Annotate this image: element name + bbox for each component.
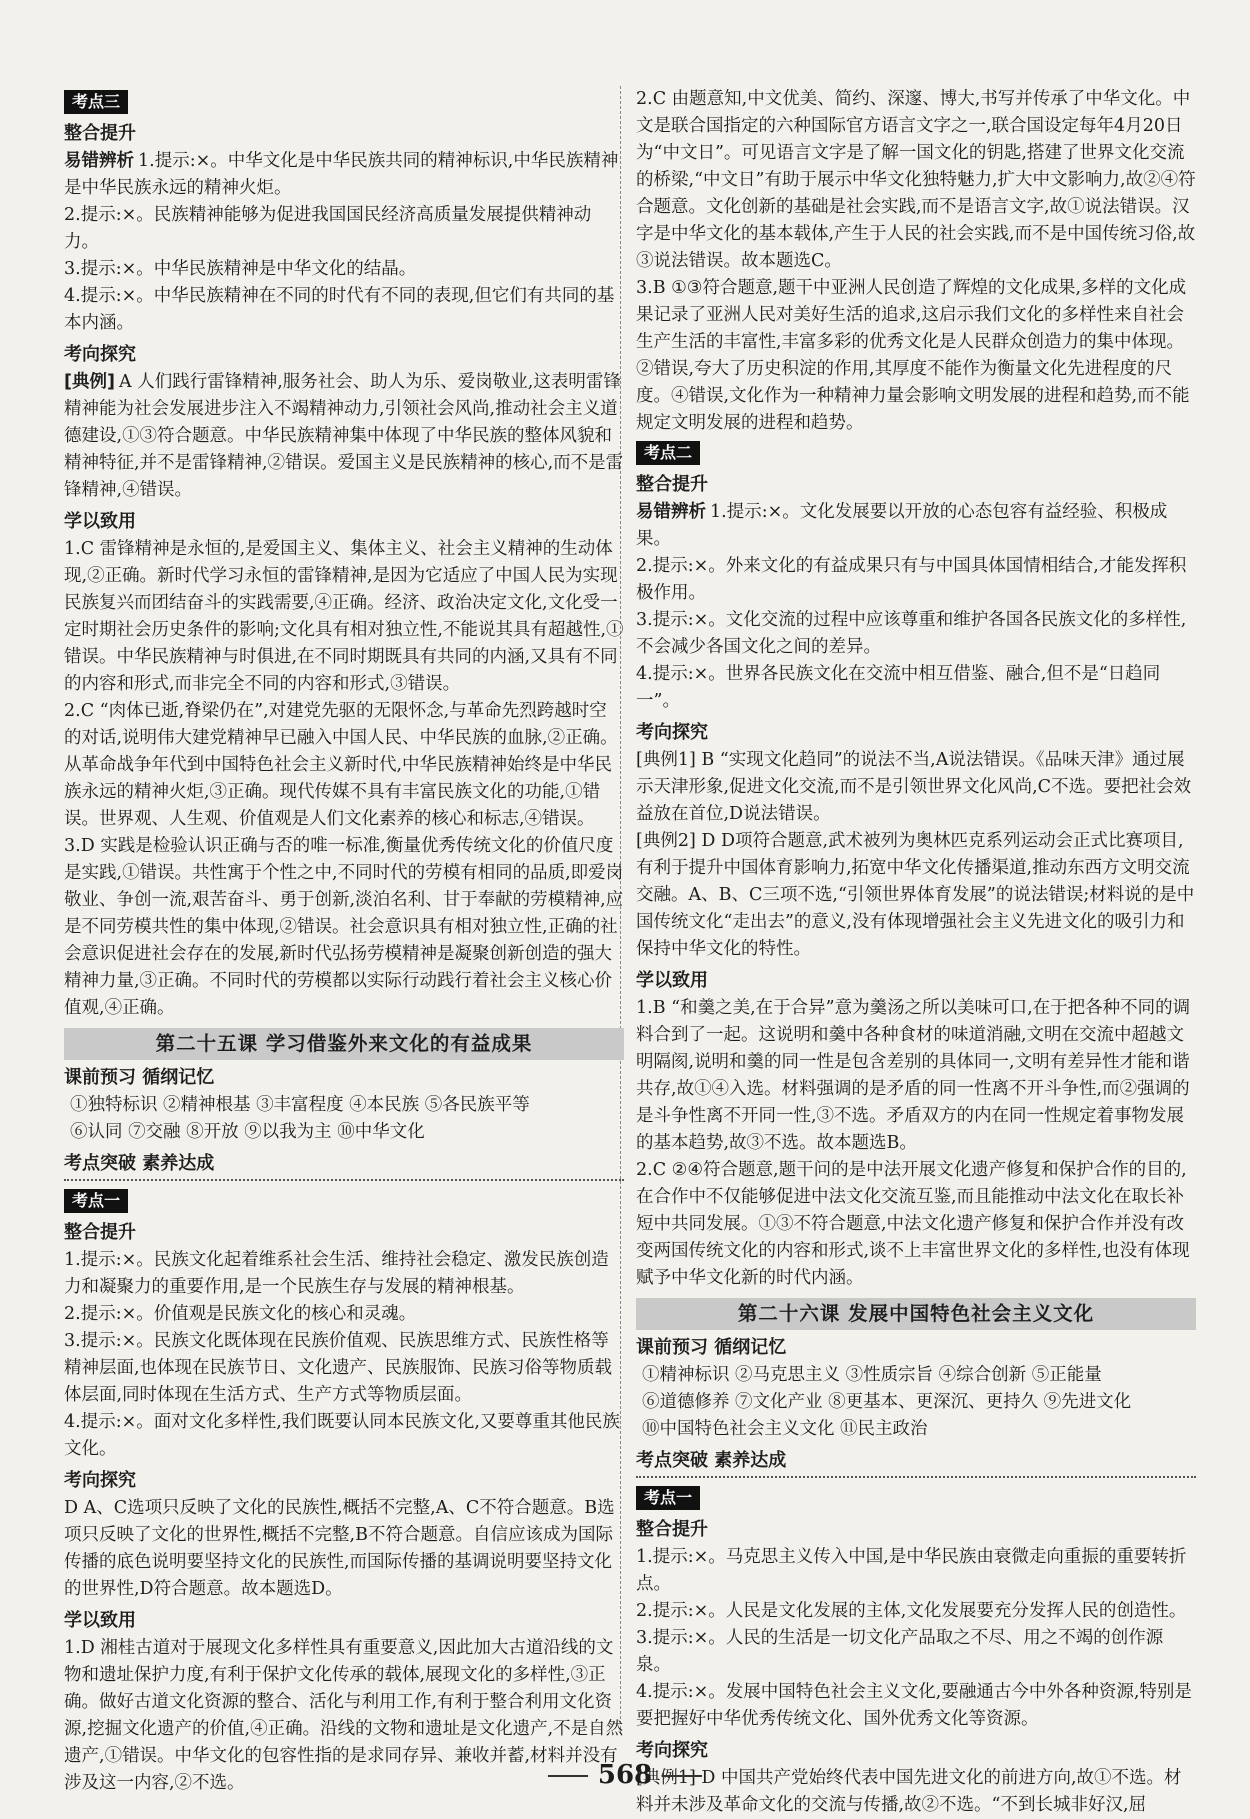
paragraph: 3.D 实践是检验认识正确与否的唯一标准,衡量优秀传统文化的价值尺度是实践,①错误。共性寓于个性之中,不同时代的劳模有相同的品质,即爱岗敬业、争创一流,艰苦奋斗、勇于创新,淡泊名利、甘于奉献的劳模精神,应是不同劳模共性的集中体现,②错误。社会意识具有相对独立性,正确的社会意识促进社会存在的发展,新时代弘扬劳模精神是凝聚创新创造的强大精神力量,③正确。不同时代的劳模都以实际行动践行着社会主义核心价值观,④正确。	[64, 836, 624, 1018]
section-tag: 考点三	[64, 90, 128, 114]
lesson-title: 第二十五课 学习借鉴外来文化的有益成果	[64, 1028, 624, 1060]
label: [典例]	[64, 372, 115, 392]
left-column	[64, 86, 624, 1797]
paragraph: 4.提示:×。发展中国特色社会主义文化,要融通古今中外各种资源,特别是要把握好中华优秀传统文化、国外优秀文化等资源。	[636, 1682, 1192, 1729]
right-column	[636, 86, 1196, 1819]
answer-list: ⑩中国特色社会主义文化 ⑪民主政治	[642, 1419, 928, 1439]
subheading: 课前预习 循纲记忆	[64, 1067, 215, 1088]
paragraph: 2.C ②④符合题意,题干问的是中法开展文化遗产修复和保护合作的目的,在合作中不仅能够促进中法文化交流互鉴,而且能推动中法文化在取长补短中共同发展。①③不符合题意,中法文化遗产修复和保护合作并没有改变两国传统文化的内容和形式,谈不上丰富世界文化的多样性,也没有体现赋予中华文化新的时代内涵。	[636, 1160, 1190, 1288]
paragraph: 4.提示:×。中华民族精神在不同的时代有不同的表现,但它们有共同的基本内涵。	[64, 286, 615, 333]
label: 易错辨析	[636, 502, 706, 522]
paragraph: 1.提示:×。马克思主义传入中国,是中华民族由衰微走向重振的重要转折点。	[636, 1547, 1187, 1594]
paragraph: [典例1] B “实现文化趋同”的说法不当,A说法错误。《品味天津》通过展示天津形象,促进文化交流,而不是引领世界文化风尚,C不选。要把社会效益放在首位,D说法错误。	[636, 750, 1192, 824]
page-number	[0, 1760, 1250, 1790]
paragraph: 2.C “肉体已逝,脊梁仍在”,对建党先驱的无限怀念,与革命先烈跨越时空的对话,说明伟大建党精神早已融入中国人民、中华民族的血脉,②正确。从革命战争年代到中国特色社会主义新时代,中华民族精神始终是中华民族永远的精神火炬,③正确。现代传媒不具有丰富民族文化的功能,①错误。世界观、人生观、价值观是人们文化素养的核心和标志,④错误。	[64, 701, 618, 829]
paragraph: 4.提示:×。面对文化多样性,我们既要认同本民族文化,又要尊重其他民族文化。	[64, 1412, 620, 1459]
paragraph: 1.C 雷锋精神是永恒的,是爱国主义、集体主义、社会主义精神的生动体现,②正确。新时代学习永恒的雷锋精神,是因为它适应了中国人民为实现民族复兴而团结奋斗的实践需要,④正确。经济、政治决定文化,文化受一定时期社会历史条件的影响;文化具有相对独立性,不能说其具有超越性,①错误。中华民族精神与时俱进,在不同时期既具有共同的内涵,又具有不同的内容和形式,而非完全不同的内容和形式,③错误。	[64, 539, 624, 694]
paragraph: 1.提示:×。中华文化是中华民族共同的精神标识,中华民族精神是中华民族永远的精神火炬。	[64, 151, 619, 198]
subheading: 整合提升	[636, 1519, 708, 1540]
subheading: 学以致用	[64, 1610, 136, 1631]
subheading: 整合提升	[636, 474, 708, 495]
paragraph: 3.B ①③符合题意,题干中亚洲人民创造了辉煌的文化成果,多样的文化成果记录了亚洲人民对美好生活的追求,这启示我们文化的多样性来自社会生产生活的丰富性,丰富多彩的优秀文化是人民群众创造力的集中体现。②错误,夸大了历史积淀的作用,其厚度不能作为衡量文化先进程度的尺度。④错误,文化作为一种精神力量会影响文明发展的进程和趋势,而不能规定文明发展的进程和趋势。	[636, 278, 1190, 433]
paragraph: A 人们践行雷锋精神,服务社会、助人为乐、爱岗敬业,这表明雷锋精神能为社会发展进步注入不竭精神动力,引领社会风尚,推动社会主义道德建设,①③符合题意。中华民族精神集中体现了中华民族的整体风貌和精神特征,并不是雷锋精神,②错误。爱国主义是民族精神的核心,而不是雷锋精神,④错误。	[64, 372, 624, 500]
paragraph: [典例1] D 中国共产党始终代表中国先进文化的前进方向,故①不选。材料并未涉及革命文化的交流与传播,故②不选。“不到长城非好汉,屈	[636, 1768, 1182, 1815]
answer-list: ⑥道德修养 ⑦文化产业 ⑧更基本、更深沉、更持久 ⑨先进文化	[642, 1392, 1132, 1412]
subheading: 考向探究	[64, 344, 136, 365]
paragraph: 3.提示:×。人民的生活是一切文化产品取之不尽、用之不竭的创作源泉。	[636, 1628, 1164, 1675]
subheading: 考向探究	[636, 1740, 708, 1761]
subheading: 考向探究	[64, 1470, 136, 1491]
paragraph: [典例2] D D项符合题意,武术被列为奥林匹克系列运动会正式比赛项目,有利于提升中国体育影响力,拓宽中华文化传播渠道,推动东西方文明交流交融。A、B、C三项不选,“引领世界体育发展”的说法错误;材料说的是中国传统文化“走出去”的意义,没有体现增强社会主义先进文化的吸引力和保持中华文化的特性。	[636, 831, 1195, 959]
subheading: 学以致用	[636, 970, 708, 991]
paragraph: D A、C选项只反映了文化的民族性,概括不完整,A、C不符合题意。B选项只反映了文化的世界性,概括不完整,B不符合题意。自信应该成为国际传播的底色说明要坚持文化的民族性,而国际传播的基调说明要坚持文化的世界性,D符合题意。故本题选D。	[64, 1498, 615, 1599]
subheading: 考向探究	[636, 722, 708, 743]
paragraph: 2.提示:×。人民是文化发展的主体,文化发展要充分发挥人民的创造性。	[636, 1601, 1187, 1621]
paragraph: 2.提示:×。价值观是民族文化的核心和灵魂。	[64, 1304, 417, 1324]
paragraph: 1.D 湘桂古道对于展现文化多样性具有重要意义,因此加大古道沿线的文物和遗址保护力度,有利于保护文化传承的载体,展现文化的多样性,③正确。做好古道文化资源的整合、活化与利用工作,有利于整合利用文化资源,挖掘文化遗产的价值,④正确。沿线的文物和遗址是文化遗产,不是自然遗产,①错误。中华文化的包容性指的是求同存异、兼收并蓄,材料并没有涉及这一内容,②不选。	[64, 1638, 624, 1793]
paragraph: 2.提示:×。外来文化的有益成果只有与中国具体国情相结合,才能发挥积极作用。	[636, 556, 1187, 603]
section-tag: 考点一	[636, 1486, 700, 1510]
subheading: 课前预习 循纲记忆	[636, 1337, 787, 1358]
subheading: 学以致用	[64, 511, 136, 532]
paragraph: 4.提示:×。世界各民族文化在交流中相互借鉴、融合,但不是“日趋同一”。	[636, 664, 1161, 711]
section-bar: 考点突破 素养达成	[64, 1150, 624, 1181]
answer-list: ①精神标识 ②马克思主义 ③性质宗旨 ④综合创新 ⑤正能量	[642, 1365, 1102, 1385]
paragraph: 3.提示:×。中华民族精神是中华文化的结晶。	[64, 259, 417, 279]
subheading: 整合提升	[64, 1222, 136, 1243]
label: 易错辨析	[64, 151, 134, 171]
paragraph: 2.C 由题意知,中文优美、简约、深邃、博大,书写并传承了中华文化。中文是联合国指定的六种国际官方语言文字之一,联合国设定每年4月20日为“中文日”。可见语言文字是了解一国文化的钥匙,搭建了世界文化交流的桥梁,“中文日”有助于展示中华文化独特魅力,扩大中文影响力,故②④符合题意。文化创新的基础是社会实践,而不是语言文字,故①说法错误。汉字是中华文化的基本载体,产生于人民的社会实践,而不是中国传统习俗,故③说法错误。故本题选C。	[636, 89, 1196, 271]
paragraph: 1.B “和羹之美,在于合异”意为羹汤之所以美味可口,在于把各种不同的调料合到了一起。这说明和羹中各种食材的味道消融,文明在交流中超越文明隔阂,说明和羹的同一性是包含差别的具体同一,文明有差异性才能和谐共存,故①④入选。材料强调的是矛盾的同一性离不开斗争性,而②强调的是斗争性离不开同一性,③不选。矛盾双方的内在同一性规定着事物发展的基本趋势,故③不选。故本题选B。	[636, 998, 1191, 1153]
paragraph: 3.提示:×。民族文化既体现在民族价值观、民族思维方式、民族性格等精神层面,也体现在民族节日、文化遗产、民族服饰、民族习俗等物质载体层面,同时体现在生活方式、生产方式等物质层面。	[64, 1331, 613, 1405]
section-bar: 考点突破 素养达成	[636, 1447, 1196, 1478]
page-number-rule	[662, 1775, 702, 1777]
paragraph: 3.提示:×。文化交流的过程中应该尊重和维护各国各民族文化的多样性,不会减少各国文化之间的差异。	[636, 610, 1187, 657]
paragraph: 2.提示:×。民族精神能够为促进我国国民经济高质量发展提供精神动力。	[64, 205, 592, 252]
section-tag: 考点二	[636, 441, 700, 465]
paragraph: 1.提示:×。民族文化起着维系社会生活、维持社会稳定、激发民族创造力和凝聚力的重要作用,是一个民族生存与发展的精神根基。	[64, 1250, 609, 1297]
answer-list: ①独特标识 ②精神根基 ③丰富程度 ④本民族 ⑤各民族平等	[70, 1095, 530, 1115]
section-tag: 考点一	[64, 1189, 128, 1213]
subheading: 整合提升	[64, 123, 136, 144]
paragraph: 1.提示:×。文化发展要以开放的心态包容有益经验、积极成果。	[636, 502, 1168, 549]
page-number-rule	[548, 1775, 588, 1777]
page-number-text: 568	[597, 1760, 653, 1790]
answer-list: ⑥认同 ⑦交融 ⑧开放 ⑨以我为主 ⑩中华文化	[70, 1122, 425, 1142]
lesson-title: 第二十六课 发展中国特色社会主义文化	[636, 1298, 1196, 1330]
